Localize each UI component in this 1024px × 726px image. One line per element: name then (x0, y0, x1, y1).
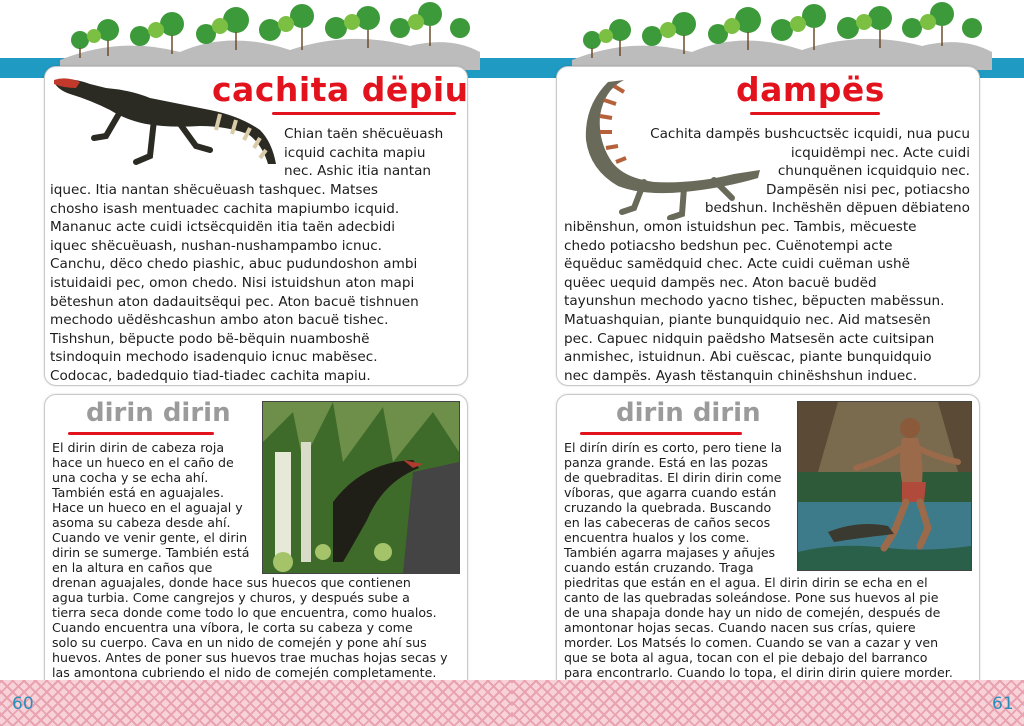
text-line: huevos. Antes de poner sus huevos trae muchas hojas secas y (52, 650, 448, 665)
text-line: Canchu, dëco chedo piashic, abuc pudundoshon ambi (50, 256, 418, 273)
painting-svg (263, 402, 459, 573)
subtitle-underline (580, 432, 742, 435)
text-line: tayunshun mechodo yacno tishec, bëpucten mabëssun. (564, 293, 945, 310)
text-line: icquidëmpi nec. Acte cuidi (790, 144, 970, 161)
text-line: istuidaidi pec, omon chedo. Nisi istuidshun aton mapi (50, 274, 415, 291)
title-underline (272, 112, 456, 115)
text-line: en las cabeceras de caños secos (564, 515, 771, 530)
text-line: de una shapaja donde hay un nido de comején, después de (564, 605, 941, 620)
text-line: canto de las quebradas soleándose. Pone sus huevos al pie (564, 590, 939, 605)
text-line: panza grande. Está en las pozas (564, 455, 768, 470)
text-line: Hace un hueco en el aguajal y (52, 500, 243, 515)
page-title: dampës (736, 70, 885, 109)
text-line: solo su cuerpo. Cava en un nido de comején y pone ahí sus (52, 635, 427, 650)
text-line: de quebraditas. El dirin dirin come (564, 470, 782, 485)
caiman-painting (262, 401, 460, 574)
text-line: También está en aguajales. (52, 485, 224, 500)
text-line: víboras, que agarra cuando están (564, 485, 777, 500)
text-line: Cuando ve venir gente, el dirin (52, 530, 248, 545)
text-line: tierra seca donde come todo lo que encuentra, como hualos. (52, 605, 437, 620)
text-line: iquec. Itia nantan shëcuëuash tashquec. Matses (50, 182, 378, 198)
page-number: 60 (12, 694, 34, 714)
spanish-text-wrapped (52, 440, 260, 575)
text-line: Codocac, badedquio tiad-tiadec cachita mapiu. (50, 367, 371, 384)
text-line: anmishec, istuidnun. Abi cuëscac, piante bunquidquio (564, 349, 932, 366)
forest-skyline-illustration (60, 0, 480, 70)
text-line: pec. Capuec nidquin paëdsho Matsesën acte cuitsipan (564, 330, 935, 347)
text-line: que se bota al agua, tocan con el pie debajo del barranco (564, 650, 928, 665)
text-line: para encontrarlo. Cuando lo topa, el dirin dirin quiere morder. (564, 665, 953, 680)
section-subtitle: dirin dirin (86, 398, 231, 428)
text-line: chedo potiacsho bedshun pec. Cuënotempi acte (564, 237, 893, 254)
spanish-text-full (564, 575, 976, 695)
text-line: Cuando encuentra una víbora, le corta su cabeza y come (52, 620, 413, 635)
text-line: chosho isash mentuadec cachita mapiumbo icquid. (50, 200, 400, 217)
right-page (512, 0, 1024, 726)
main-text-wrapped (602, 125, 970, 218)
text-line: encuentra hualos y los come. (564, 530, 750, 545)
text-line: asoma su cabeza desde ahí. (52, 515, 231, 530)
text-line: bedshun. Inchëshën dëpuen dëbiateno (704, 200, 970, 217)
spanish-text-wrapped (564, 440, 796, 575)
text-line: nec dampës. Ayash tëstanquin chinëshshun induec. (564, 367, 918, 384)
text-line: El dirín dirín es corto, pero tiene la (564, 440, 783, 455)
spanish-text-full (52, 575, 464, 695)
decorative-footer-pattern (0, 680, 512, 726)
text-line: en la altura en caños que (52, 560, 213, 575)
text-line: las amontona cubriendo el nido de comején completamente. (52, 665, 437, 680)
caiman-illustration (50, 72, 290, 172)
title-underline (750, 112, 880, 115)
text-line: Matuashquian, piante bunquidquio nec. Aid matsesën (564, 311, 931, 328)
text-line: Tishshun, bëpucte podo bë-bëquin nuamboshë (50, 330, 370, 347)
text-line: dirin se sumerge. También está (52, 545, 250, 560)
text-line: Cachita dampës bushcuctsëc icquidi, nua pucu (650, 126, 970, 142)
text-line: drenan aguajales, donde hace sus huecos que contienen (52, 575, 411, 590)
text-line: agua turbia. Come cangrejos y churos, y después sube a (52, 590, 410, 605)
forest-skyline-illustration (572, 0, 992, 70)
text-line: icquid cachita mapiu (284, 144, 426, 161)
text-line: También agarra majases y añujes (564, 545, 776, 560)
text-line: Chian taën shëcuëuash (284, 126, 444, 142)
text-line: mechodo uëdëshcashun ambo aton bacuë tishec. (50, 312, 389, 329)
text-line: una cocha y se echa ahí. (52, 470, 209, 485)
text-line: morder. Los Matsés lo comen. Cuando se van a cazar y ven (564, 635, 939, 650)
text-line: chunquënen icquidquio nec. (777, 163, 970, 180)
text-line: piedritas que están en el agua. El dirin dirin se echa en el (564, 575, 928, 590)
text-line: El dirin dirin de cabeza roja (52, 440, 225, 455)
text-line: tsindoquin mechodo isadenquio icnuc mabësec. (50, 349, 378, 366)
main-text-full (564, 218, 974, 385)
subtitle-underline (68, 432, 214, 435)
text-line: nec. Ashic itia nantan (284, 163, 432, 180)
section-subtitle: dirin dirin (616, 398, 761, 428)
text-line: nibënshun, omon istuidshun pec. Tambis, mëcueste (564, 219, 917, 235)
painting-svg (798, 402, 971, 570)
main-text-full (50, 181, 462, 386)
text-line: hace un hueco en el caño de (52, 455, 234, 470)
decorative-footer-pattern (512, 680, 1024, 726)
text-line: Dampësën nisi pec, potiacsho (766, 181, 970, 198)
hunter-caiman-painting (797, 401, 972, 571)
page-number: 61 (992, 694, 1014, 714)
text-line: cuando están cruzando. Traga (564, 560, 754, 575)
text-line: iquec shëcuëuash, nushan-nushampambo icnuc. (50, 237, 383, 254)
text-line: ëquëduc samëdquid chec. Acte cuidi cuëman ushë (564, 256, 910, 273)
text-line: Mananuc acte cuidi ictsëcquidën itia taën adecbidi (50, 219, 395, 236)
text-line: bëteshun aton dadauitsëqui pec. Aton bacuë tishnuen (50, 293, 419, 310)
text-line: quëec uequid dampës nec. Aton bacuë budëd (564, 274, 877, 291)
main-text-wrapped (284, 125, 456, 181)
text-line: cruzando la quebrada. Buscando (564, 500, 772, 515)
page-title: cachita dëpiu (212, 70, 469, 109)
text-line: amontonar hojas secas. Cuando nacen sus crías, quiere (564, 620, 916, 635)
